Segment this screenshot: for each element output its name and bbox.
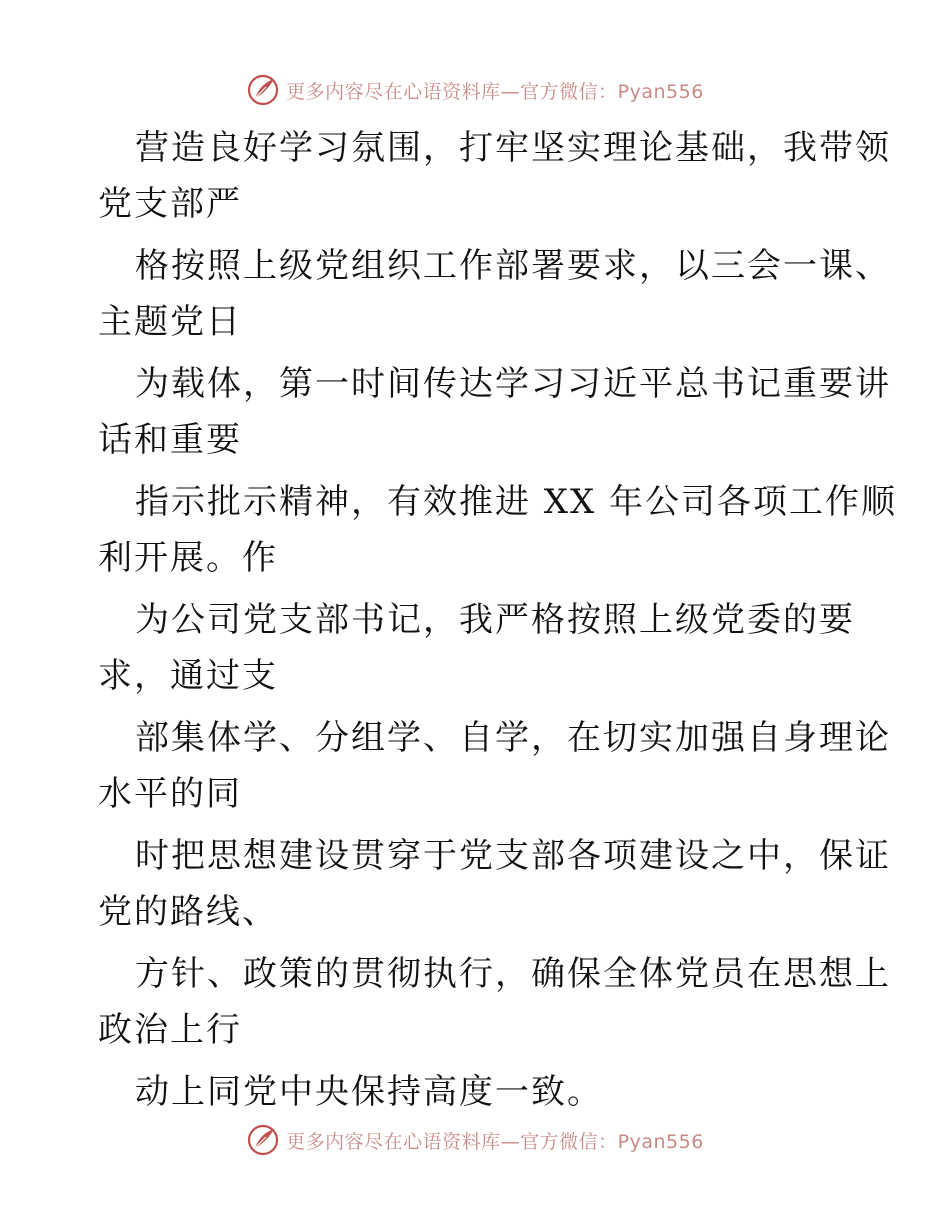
text-line: 主题党日 <box>98 302 242 342</box>
text-line: 指示批示精神，有效推进 XX 年公司各项工作顺 <box>135 482 898 522</box>
text-line: 方针、政策的贯彻执行，确保全体党员在思想上 <box>135 954 891 994</box>
text-line: 党支部严 <box>98 184 242 224</box>
text-line: 部集体学、分组学、自学，在切实加强自身理论 <box>135 718 891 758</box>
text-line: 为载体，第一时间传达学习习近平总书记重要讲 <box>135 364 891 404</box>
feather-pen-logo-icon <box>246 73 280 107</box>
text-line: 利开展。作 <box>98 538 278 578</box>
text-line: 格按照上级党组织工作部署要求，以三会一课、 <box>135 246 891 286</box>
text-line: 求，通过支 <box>98 656 278 696</box>
watermark-text: 更多内容尽在心语资料库—官方微信：Pyan556 <box>286 1130 704 1153</box>
text-line: 话和重要 <box>98 420 242 460</box>
text-line: 时把思想建设贯穿于党支部各项建设之中，保证 <box>135 836 891 876</box>
text-line: 水平的同 <box>98 774 242 814</box>
footer-watermark <box>0 1120 950 1160</box>
header-watermark <box>0 70 950 110</box>
watermark-text: 更多内容尽在心语资料库—官方微信：Pyan556 <box>286 80 704 103</box>
text-line: 为公司党支部书记，我严格按照上级党委的要 <box>135 600 855 640</box>
text-line: 动上同党中央保持高度一致。 <box>135 1072 603 1112</box>
feather-pen-logo-icon <box>246 1123 280 1157</box>
text-line: 党的路线、 <box>98 892 278 932</box>
text-line: 营造良好学习氛围，打牢坚实理论基础，我带领 <box>135 128 891 168</box>
text-line: 政治上行 <box>98 1010 242 1050</box>
